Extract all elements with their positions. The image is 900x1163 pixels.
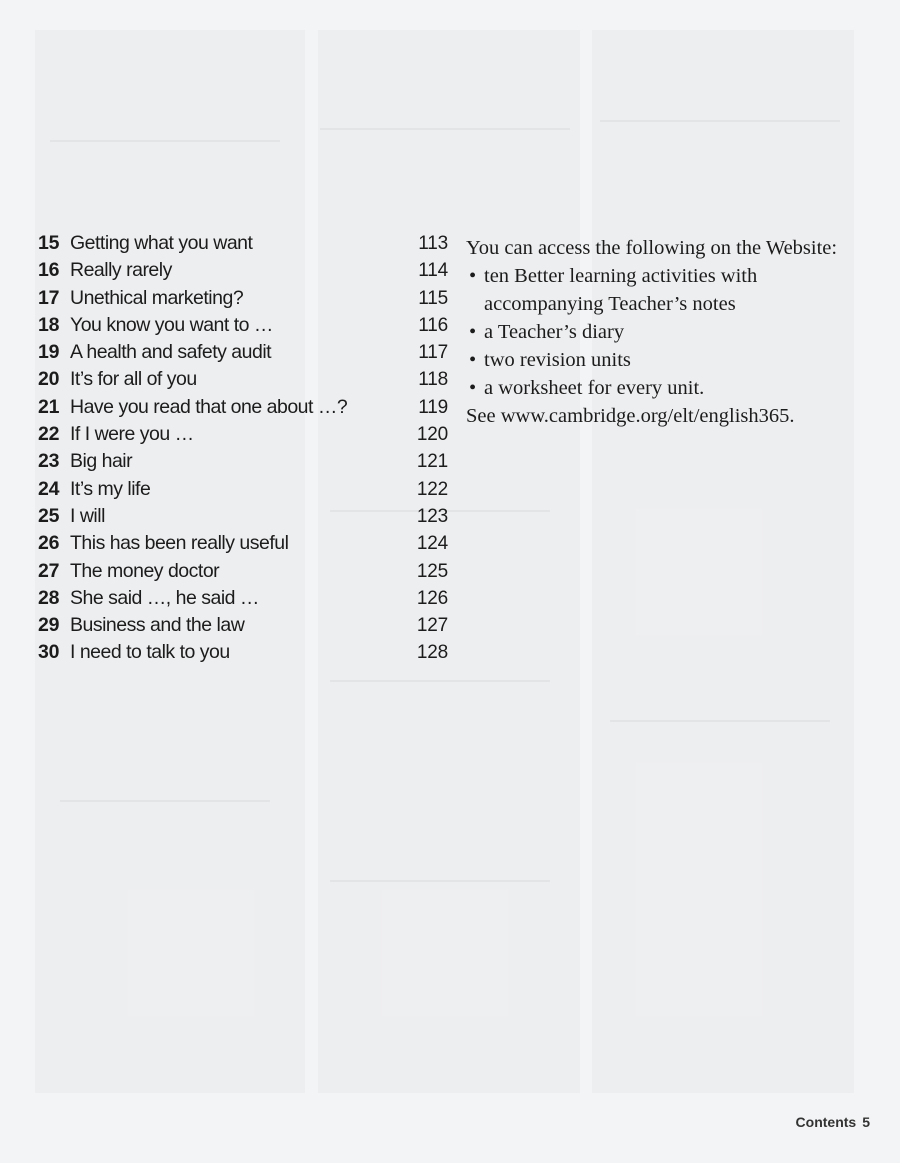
unit-number: 30 (38, 641, 60, 664)
unit-page-number: 120 (416, 424, 448, 446)
unit-page-number: 119 (418, 396, 448, 418)
ghost-line (330, 880, 550, 882)
ghost-line (50, 140, 280, 142)
unit-title: Have you read that one about …? (70, 395, 348, 418)
unit-page-number: 118 (418, 369, 448, 391)
unit-number: 18 (38, 313, 60, 336)
contents-row (38, 257, 448, 284)
unit-title: It’s my life (70, 477, 151, 500)
contents-row (38, 366, 448, 393)
ghost-line (600, 120, 840, 122)
unit-number: 26 (38, 532, 60, 555)
unit-number: 29 (38, 614, 60, 637)
website-note-intro: You can access the following on the Website: (466, 237, 838, 259)
unit-page-number: 125 (416, 560, 448, 582)
unit-number: 27 (38, 559, 60, 582)
unit-title: Getting what you want (70, 232, 253, 254)
website-note-item-text: a Teacher’s diary (484, 321, 625, 343)
ghost-column (592, 30, 854, 1093)
ghost-line (320, 128, 570, 130)
bullet-icon: • (469, 349, 477, 371)
unit-title: Business and the law (70, 614, 245, 637)
contents-list (38, 230, 448, 667)
website-note-item (466, 374, 866, 402)
contents-row (38, 285, 448, 312)
unit-number: 21 (38, 395, 60, 418)
footer-section-label: Contents (795, 1114, 857, 1130)
unit-number: 22 (38, 423, 60, 446)
website-note-item-text: ten Better learning activities with accompanying Teacher’s notes (484, 265, 758, 315)
contents-row (38, 339, 448, 366)
contents-row (38, 558, 448, 585)
contents-row (38, 585, 448, 612)
website-note-item (466, 262, 866, 318)
contents-row (38, 421, 448, 448)
unit-page-number: 123 (416, 505, 448, 527)
unit-number: 19 (38, 341, 60, 364)
unit-title: Really rarely (70, 259, 172, 282)
ghost-line (610, 720, 830, 722)
unit-page-number: 128 (416, 642, 448, 664)
contents-row (38, 230, 448, 257)
bullet-icon: • (469, 265, 477, 287)
unit-title: It’s for all of you (70, 368, 197, 391)
ghost-line (330, 680, 550, 682)
footer-page-number: 5 (862, 1114, 870, 1130)
unit-page-number: 114 (418, 260, 448, 282)
unit-page-number: 126 (416, 587, 448, 609)
contents-row (38, 503, 448, 530)
website-note-list (466, 262, 866, 402)
unit-number: 20 (38, 368, 60, 391)
contents-row (38, 476, 448, 503)
website-note (466, 234, 866, 430)
unit-number: 25 (38, 504, 60, 527)
unit-title: You know you want to … (70, 313, 273, 336)
bullet-icon: • (469, 377, 477, 399)
unit-page-number: 121 (416, 451, 448, 473)
unit-page-number: 115 (418, 287, 448, 309)
unit-title: I will (70, 504, 105, 527)
unit-number: 16 (38, 259, 60, 282)
unit-number: 28 (38, 586, 60, 609)
unit-title: Big hair (70, 450, 133, 473)
unit-number: 15 (38, 232, 60, 254)
unit-page-number: 122 (416, 478, 448, 500)
website-note-item (466, 318, 866, 346)
contents-row (38, 394, 448, 421)
unit-title: The money doctor (70, 559, 220, 582)
unit-title: I need to talk to you (70, 641, 230, 664)
unit-page-number: 127 (416, 615, 448, 637)
website-note-item (466, 346, 866, 374)
unit-number: 17 (38, 286, 60, 309)
unit-title: She said …, he said … (70, 586, 259, 609)
ghost-line (60, 800, 270, 802)
website-note-outro: See www.cambridge.org/elt/english365. (466, 405, 795, 427)
unit-page-number: 116 (418, 314, 448, 336)
contents-row (38, 639, 448, 666)
contents-row (38, 612, 448, 639)
unit-page-number: 124 (416, 533, 448, 555)
contents-row (38, 312, 448, 339)
contents-row (38, 530, 448, 557)
unit-title: This has been really useful (70, 532, 289, 555)
unit-number: 23 (38, 450, 60, 473)
unit-title: If I were you … (70, 423, 194, 446)
unit-page-number: 117 (418, 342, 448, 364)
unit-title: Unethical marketing? (70, 286, 244, 309)
page-footer (796, 1114, 870, 1130)
unit-page-number: 113 (418, 233, 448, 254)
unit-title: A health and safety audit (70, 341, 272, 364)
unit-number: 24 (38, 477, 60, 500)
website-note-item-text: two revision units (484, 349, 631, 371)
contents-row (38, 448, 448, 475)
bullet-icon: • (469, 321, 477, 343)
website-note-item-text: a worksheet for every unit. (484, 377, 705, 399)
